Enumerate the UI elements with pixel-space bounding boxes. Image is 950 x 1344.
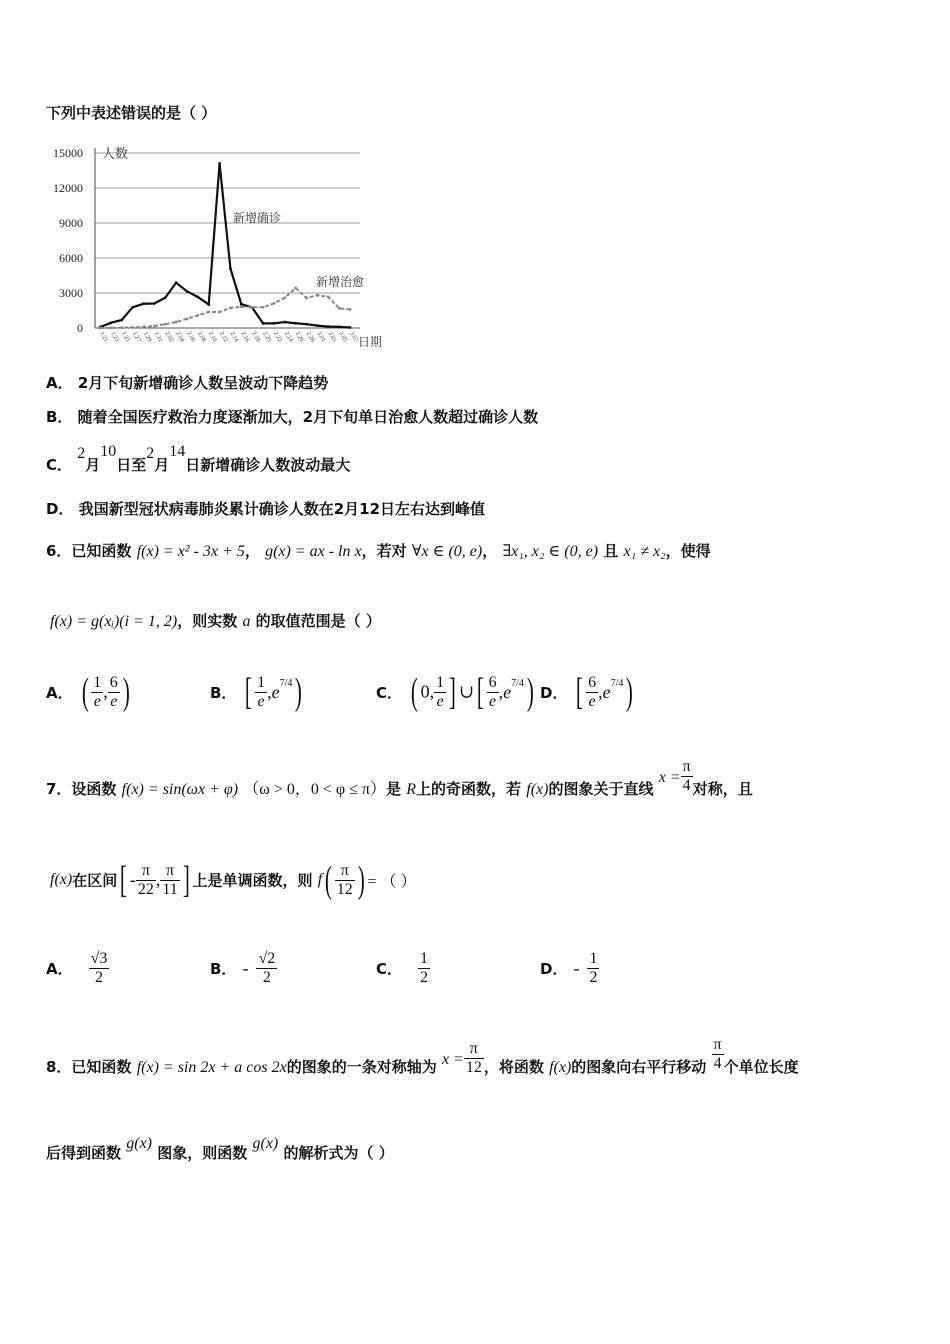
chart-series-cured-point: [305, 297, 308, 300]
q5-option-c-day1: 10: [100, 443, 117, 460]
q6-a: a: [242, 613, 251, 630]
q7-option-a-den: 2: [95, 969, 103, 986]
chart-x-tick-label: 2.28: [304, 331, 316, 344]
q6-number: 6．已知函数: [46, 542, 132, 560]
q7-duicheng: 对称，且: [692, 780, 753, 798]
chart-series-cured-point: [153, 325, 156, 328]
q7-option-c-den: 2: [420, 969, 429, 986]
q7-option-d-sign: -: [573, 958, 580, 978]
chart-series-confirmed-point: [164, 296, 167, 299]
chart-series-cured-point: [109, 326, 112, 329]
q8-gx2: g(x): [252, 1135, 279, 1152]
q7-option-c-num: 1: [420, 950, 429, 967]
q5-option-c-rest: 日新增确诊人数波动最大: [185, 456, 351, 474]
chart-series-cured-point: [120, 326, 123, 329]
chart-series-confirmed-point: [109, 321, 112, 324]
q7-tuxiang: 的图象关于直线: [548, 780, 654, 798]
chart-x-tick-label: 2.10: [206, 331, 218, 344]
q5-option-c[interactable]: [46, 443, 351, 476]
q7-option-a-num: √3: [90, 950, 108, 967]
chart-series-confirmed-point: [120, 319, 123, 322]
chart-series-confirmed-point: [175, 281, 178, 284]
q7-option-b-den: 2: [262, 969, 271, 986]
chart-x-tick-label: 1.27: [130, 331, 142, 344]
q6-exists: ∃x₁, x₂ ∈ (0, e): [502, 543, 599, 560]
q8-p4: 个单位长度: [723, 1058, 799, 1076]
chart-x-tick-label: 1.25: [120, 331, 131, 344]
q6-line2: [50, 610, 381, 631]
chart-x-tick-label: 2.18: [250, 331, 261, 344]
chart-ylabel: 人数: [102, 146, 129, 161]
chart-x-tick-label: 2.04: [174, 331, 185, 344]
chart-series-cured-point: [327, 296, 330, 299]
chart-x-tick-label: 1.31: [152, 331, 164, 344]
chart-series-label-confirmed: 新增确诊: [233, 211, 282, 225]
q8-l2b: 图象，则函数: [157, 1144, 248, 1162]
q6-neq: x₁ ≠ x₂: [623, 543, 666, 560]
q7-fx: f(x): [526, 781, 549, 798]
q7-shangshi: 上是单调函数，则: [192, 871, 313, 890]
chart-x-tick-label: 3.03: [326, 331, 337, 344]
chart-y-tick-label: 0: [77, 321, 83, 335]
chart-series-confirmed-point: [240, 303, 243, 306]
q7-option-d[interactable]: [540, 950, 599, 987]
chart-series-cured-point: [229, 307, 232, 310]
q6-qie: 且: [603, 542, 619, 560]
chart-y-tick-label: 9000: [59, 216, 83, 230]
q7-R: R: [406, 781, 416, 798]
q6-sep: ，: [244, 542, 260, 560]
chart-x-tick-label: 2.02: [163, 331, 174, 344]
q6-forall: ∀x ∈ (0, e): [411, 543, 483, 560]
q7-shang: 上的奇函数，若: [416, 780, 522, 798]
q5-option-c-label: C．: [46, 456, 73, 474]
chart-x-tick-label: 2.24: [283, 331, 294, 344]
chart-series-cured-point: [218, 311, 221, 314]
q7-option-d-num: 1: [589, 950, 598, 967]
q5-stem: 下列中表述错误的是（ ）: [46, 104, 217, 122]
q6-g-definition: g(x) = ax - ln x: [265, 543, 362, 560]
q6-shide: ，使得: [665, 542, 711, 560]
chart-series-cured-point: [294, 287, 297, 290]
q7-f3: f: [317, 871, 323, 888]
q7-option-b[interactable]: [210, 950, 277, 987]
chart-y-tick-label: 15000: [53, 146, 83, 160]
chart-series-cured-point: [142, 325, 145, 328]
chart-y-tick-label: 6000: [59, 251, 83, 265]
q5-option-c-yue1: 月: [85, 456, 101, 474]
q7-option-d-den: 2: [589, 969, 598, 986]
q7-option-a[interactable]: [46, 950, 109, 987]
q5-option-c-month1: 2: [77, 445, 86, 462]
chart-series-confirmed-point: [294, 322, 297, 325]
q7-option-b-label: B．: [210, 960, 237, 978]
chart-x-tick-label: 2.06: [185, 331, 196, 344]
chart-series-cured-point: [131, 326, 134, 329]
q7-option-d-label: D．: [540, 960, 568, 978]
chart-x-tick-label: 1.29: [141, 331, 153, 344]
q8-line1: [46, 1036, 799, 1086]
chart-y-tick-label: 3000: [59, 286, 83, 300]
q5-option-c-day2: 14: [169, 443, 186, 460]
chart-series-confirmed-point: [153, 302, 156, 305]
chart-x-tick-label: 3.07: [348, 331, 359, 344]
q7-number: 7．设函数: [46, 780, 117, 798]
chart-series-cured-point: [186, 317, 189, 320]
chart-x-tick-label: 2.22: [272, 331, 283, 344]
q6-option-c-label: C．: [376, 683, 403, 702]
q5-option-a-text: 2月下旬新增确诊人数呈波动下降趋势: [77, 374, 329, 392]
chart-x-tick-label: 2.14: [228, 331, 240, 344]
q8-line2: [46, 1132, 394, 1162]
chart-series-cured-point: [316, 294, 319, 297]
q5-option-d-text: 我国新型冠状病毒肺炎累计确诊人数在2月12日左右达到峰值: [78, 500, 486, 518]
q8-four: 4: [713, 1055, 722, 1072]
q8-p3: 的图象向右平行移动: [571, 1058, 707, 1076]
q6-f-definition: f(x) = x² - 3x + 5: [136, 543, 245, 560]
chart-x-tick-label: 2.16: [239, 331, 251, 344]
chart-series-confirmed-point: [229, 267, 232, 270]
chart-series-confirmed-point: [305, 323, 308, 326]
q6-ruo: ，若对: [361, 542, 407, 560]
chart-x-tick-label: 3.01: [315, 331, 327, 344]
q5-option-b-label: B．: [46, 408, 73, 426]
chart-series-cured-point: [164, 323, 167, 326]
q7-option-c[interactable]: [376, 950, 430, 987]
chart-series-cured: [100, 288, 350, 328]
chart-xlabel: 日期: [358, 335, 383, 349]
chart-x-tick-label: 1.23: [109, 331, 120, 344]
chart-x-tick-label: 2.08: [196, 331, 207, 344]
q7-option-b-num: √2: [258, 950, 276, 967]
chart-x-tick-label: 1.21: [98, 331, 109, 344]
q6-condition: f(x) = g(xᵢ)(i = 1, 2): [50, 613, 178, 630]
chart-series-cured-point: [251, 306, 254, 309]
q7-qujian: 在区间: [72, 871, 118, 890]
chart-y-tick-label: 12000: [53, 181, 83, 195]
q5-option-a[interactable]: [46, 372, 328, 393]
q7-line1: [46, 758, 753, 808]
q6-option-a[interactable]: A． ( $\frac{1}{e}$ , $\frac{6}{e}$ ): [46, 671, 130, 713]
chart-series-cured-point: [175, 321, 178, 324]
chart-series-confirmed-point: [196, 296, 199, 299]
q6-tail-b: 的取值范围是（ ）: [255, 612, 381, 630]
epidemic-chart: [40, 138, 390, 353]
chart-series-cured-point: [273, 302, 276, 305]
q8-gx: g(x): [126, 1135, 153, 1152]
chart-series-confirmed-point: [186, 290, 189, 293]
q5-option-c-yue2: 月: [154, 456, 170, 474]
chart-series-cured-point: [349, 308, 352, 311]
chart-series-confirmed-point: [262, 322, 265, 325]
q8-xeq: x =: [441, 1051, 464, 1068]
q5-option-c-zhi: 日至: [116, 456, 147, 474]
q6-option-a-label: A．: [46, 683, 73, 702]
q8-l2a: 后得到函数: [46, 1144, 122, 1162]
q6-option-b-label: B．: [210, 683, 237, 702]
q6-option-c[interactable]: C． ( 0, $\frac{1}{e}$ ] ∪[ $\frac{6}{e}$ $,e^{7/4}$): [376, 671, 534, 713]
q8-number: 8．已知函数: [46, 1058, 132, 1076]
chart-series-confirmed-point: [316, 324, 319, 327]
q8-pi2: π: [713, 1036, 722, 1053]
q7-option-c-label: C．: [376, 960, 403, 978]
q8-p2: ，将函数: [483, 1058, 544, 1076]
chart-series-cured-point: [240, 305, 243, 308]
chart-series-confirmed-point: [327, 325, 330, 328]
q6-tail-a: ，则实数: [177, 612, 238, 630]
q7-four: 4: [682, 777, 691, 794]
chart-series-cured-point: [196, 314, 199, 317]
q5-option-d[interactable]: [46, 498, 485, 519]
q5-option-b[interactable]: [46, 406, 538, 427]
chart-series-confirmed-point: [273, 322, 276, 325]
q5-option-c-month2: 2: [146, 445, 155, 462]
chart-series-confirmed-point: [207, 303, 210, 306]
q8-function: f(x) = sin 2x + a cos 2x: [136, 1059, 287, 1076]
q5-option-a-label: A．: [46, 374, 73, 392]
q7-twelve: 12: [336, 880, 353, 898]
chart-x-tick-label: 2.12: [217, 331, 229, 344]
q6-line1: 6．已知函数 f(x) = x² - 3x + 5， g(x) = ax - ln x，若对 ∀x ∈ (0, e)， ∃x₁, x₂ ∈ (0, e) 且 x₁ ≠ x₂，使得: [46, 542, 711, 560]
chart-series-label-cured: 新增治愈: [316, 275, 365, 289]
chart-x-tick-label: 3.05: [337, 331, 348, 344]
chart-series-cured-point: [338, 307, 341, 310]
chart-series-confirmed-point: [349, 326, 352, 329]
q6-option-d-label: D．: [540, 683, 568, 702]
q7-function: f(x) = sin(ωx + φ): [121, 781, 239, 798]
q5-option-d-label: D．: [46, 500, 74, 518]
q8-pi: π: [464, 1040, 484, 1059]
q7-option-b-sign: -: [242, 958, 249, 978]
q7-xeq: x =: [658, 769, 681, 786]
q8-twelve: 12: [465, 1059, 482, 1076]
chart-x-tick-label: 2.20: [261, 331, 272, 344]
chart-series-confirmed-point: [283, 321, 286, 324]
q8-l2c: 的解析式为（ ）: [283, 1144, 394, 1162]
chart-series-cured-point: [99, 327, 102, 330]
chart-series-cured-point: [262, 306, 265, 309]
q7-condition: （ω > 0，0 < φ ≤ π）: [243, 781, 386, 798]
chart-series-cured-point: [207, 311, 210, 314]
q8-fx: f(x): [549, 1059, 572, 1076]
q7-pi: π: [682, 758, 691, 775]
q7-shi: 是: [385, 780, 401, 798]
chart-series-confirmed-point: [338, 325, 341, 328]
q7-answer-blank: = （ ）: [367, 873, 417, 891]
q7-option-a-label: A．: [46, 960, 73, 978]
q6-option-b[interactable]: B． [ $\frac{1}{e}$ $,e^{7/4}$): [210, 671, 303, 713]
chart-series-confirmed-point: [142, 302, 145, 305]
chart-x-tick-label: 2.26: [293, 331, 305, 344]
q7-fx2: f(x): [50, 871, 73, 888]
chart-series-cured-point: [283, 296, 286, 299]
q8-p1: 的图象的一条对称轴为: [286, 1058, 437, 1076]
q6-option-d[interactable]: D． [ $\frac{6}{e}$ $,e^{7/4}$): [540, 671, 634, 713]
chart-series-confirmed-point: [131, 306, 134, 309]
chart-series-confirmed-point: [218, 162, 221, 165]
q5-option-b-text: 随着全国医疗救治力度逐渐加大，2月下旬单日治愈人数超过确诊人数: [77, 408, 539, 426]
q7-line2: f(x)在区间[ - $\frac{\pi}{22}$ , $\frac{\pi}{11}$ ] 上是单调函数，则 f( $\frac{\pi}{12}$ ) = （ ）: [50, 859, 417, 901]
